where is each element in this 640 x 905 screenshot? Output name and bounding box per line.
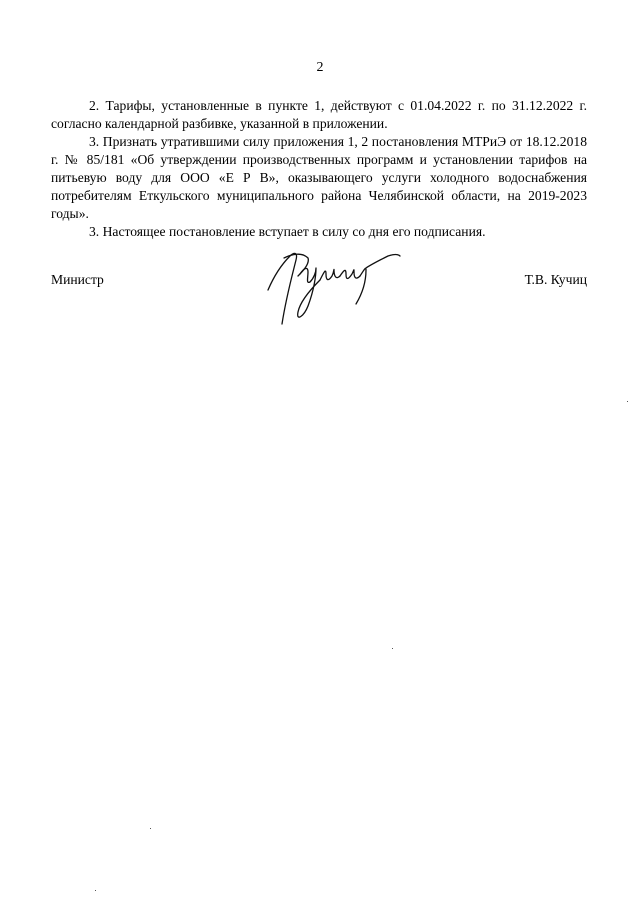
scan-speck [627, 401, 628, 402]
page-number: 2 [316, 60, 324, 75]
handwritten-signature [262, 246, 412, 331]
scan-speck [392, 648, 393, 649]
scan-speck [150, 828, 151, 829]
paragraph-repeal: 3. Признать утратившими силу приложения 1, 2 постановления МТРиЭ от 18.12.2018 г. № 85/181 «Об утверждении производственных программ и установлении тарифов на питьевую воду для ООО «Е Р В», оказывающего услуги холодного водоснабжения потребителям Еткульского муниципального района Челябинской области, на 2019-2023 годы». [51, 134, 587, 221]
paragraph-effective-date: 3. Настоящее постановление вступает в силу со дня его подписания. [89, 224, 486, 239]
document-body [51, 97, 587, 241]
signer-name: Т.В. Кучиц [524, 272, 587, 287]
signer-title: Министр [51, 272, 104, 287]
scan-speck [95, 890, 96, 891]
paragraph-tariff-validity: 2. Тарифы, установленные в пункте 1, действуют с 01.04.2022 г. по 31.12.2022 г. согласно календарной разбивке, указанной в приложении. [51, 98, 587, 131]
